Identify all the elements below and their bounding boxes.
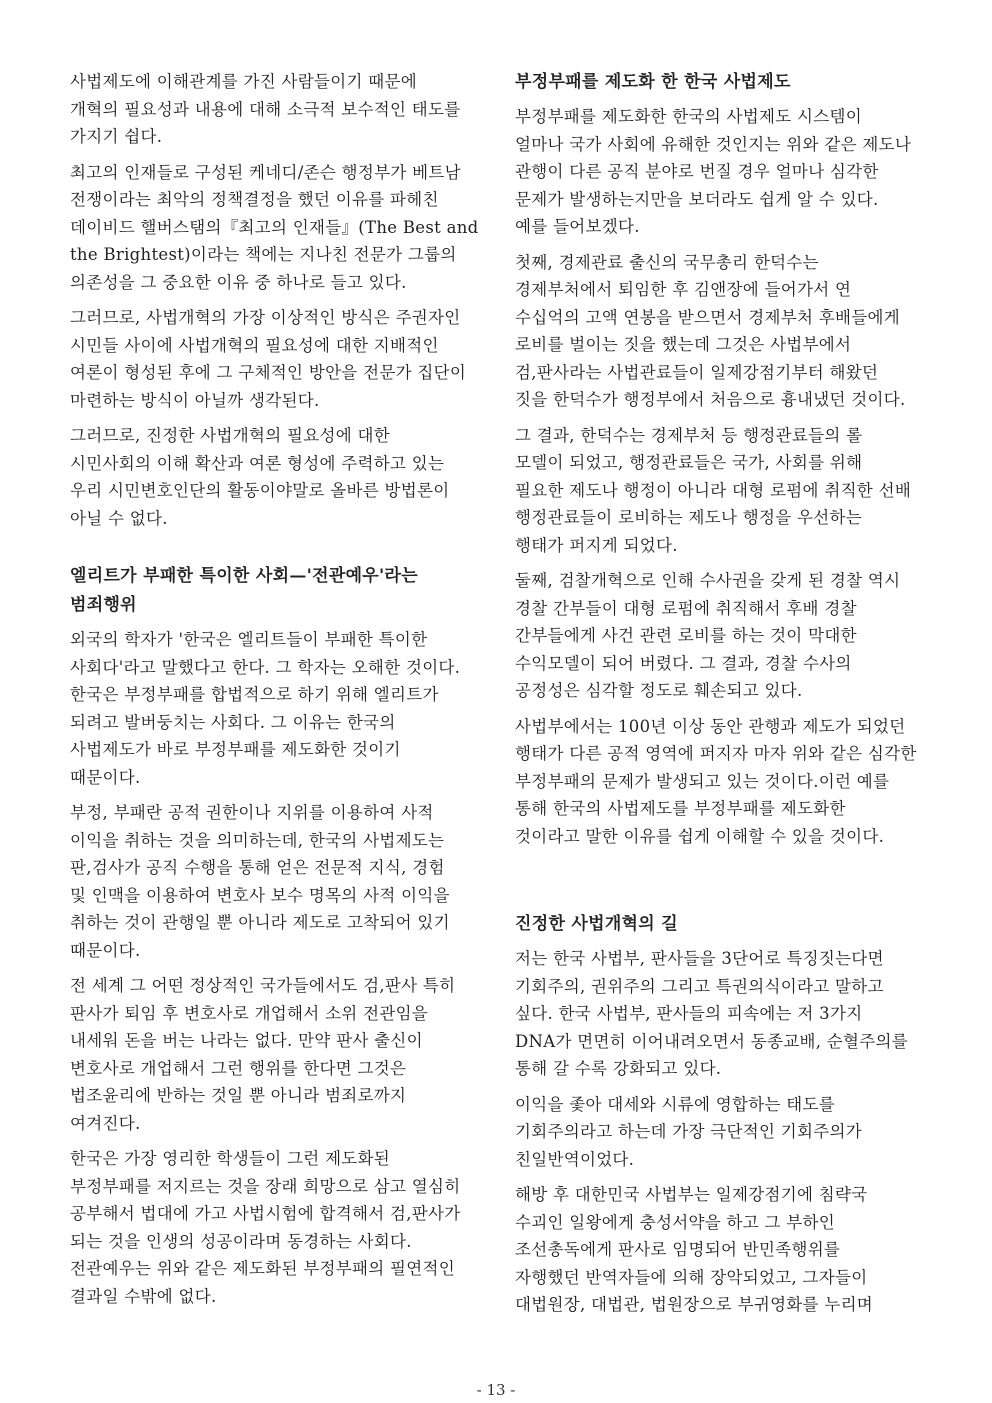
text-line: 사법제도에 이해관계를 가진 사람들이기 때문에 (70, 72, 417, 91)
text-line: 시민들 사이에 사법개혁의 필요성에 대한 지배적인 (70, 335, 439, 355)
text-line: 로비를 벌이는 짓을 했는데 그것은 사법부에서 (515, 335, 852, 354)
text-line: 싶다. 한국 사법부, 판사들의 피속에는 저 3가지 (515, 1004, 863, 1023)
text-line: 판,검사가 공직 수행을 통해 얻은 전문적 지식, 경험 (70, 858, 445, 877)
text-line: 데이비드 핼버스탬의『최고의 인재들』(The Best and (70, 217, 479, 237)
text-line: 되는 것을 인생의 성공이라며 동경하는 사회다. (70, 1231, 412, 1251)
text-line: 예를 들어보겠다. (515, 217, 640, 236)
paragraph (515, 1181, 925, 1319)
paragraph (70, 799, 480, 964)
text-line: 가지기 쉽다. (70, 127, 163, 146)
text-line: 이익을 좇아 대세와 시류에 영합하는 태도를 (515, 1094, 836, 1114)
right-column (515, 68, 925, 1319)
text-line: 둘째, 검찰개혁으로 인해 수사권을 갖게 된 경찰 역시 (515, 571, 901, 590)
text-line: 취하는 것이 관행일 뿐 아니라 제도로 고착되어 있기 (70, 913, 450, 932)
text-line: 그러므로, 진정한 사법개혁의 필요성에 대한 (70, 426, 391, 445)
text-line: 행태가 퍼지게 되었다. (515, 535, 678, 555)
paragraph (515, 1091, 925, 1174)
page-number: - 13 - (476, 1381, 516, 1399)
text-line: 아닐 수 없다. (70, 508, 168, 528)
text-line: 간부들에게 사건 관련 로비를 하는 것이 막대한 (515, 626, 857, 645)
text-line: 때문이다. (70, 940, 141, 960)
text-line: 여론이 형성된 후에 그 구체적인 방안을 전문가 집단이 (70, 363, 467, 382)
paragraph (515, 713, 925, 851)
text-line: 변호사로 개업해서 그런 행위를 한다면 그것은 (70, 1058, 407, 1078)
text-line: 대법원장, 대법관, 법원장으로 부귀영화를 누리며 (515, 1295, 874, 1314)
text-line: 모델이 되었고, 행정관료들은 국가, 사회를 위해 (515, 453, 863, 472)
text-line: 그러므로, 사법개혁의 가장 이상적인 방식은 주권자인 (70, 308, 461, 327)
text-line: 경제부처에서 퇴임한 후 김앤장에 들어가서 연 (515, 280, 852, 299)
text-line: 한국은 부정부패를 합법적으로 하기 위해 엘리트가 (70, 685, 439, 704)
left-column (70, 68, 480, 1310)
paragraph (515, 567, 925, 705)
text-line: 친일반역이었다. (515, 1149, 635, 1169)
text-line: 법조윤리에 반하는 것일 뿐 아니라 범죄로까지 (70, 1086, 407, 1105)
section-heading (70, 562, 480, 620)
heading-line: 진정한 사법개혁의 길 (515, 914, 678, 934)
paragraph (515, 103, 925, 241)
text-line: 관행이 다른 공직 분야로 번질 경우 얼마나 심각한 (515, 162, 879, 181)
text-line: 되려고 발버둥치는 사회다. 그 이유는 한국의 (70, 712, 396, 732)
text-line: 및 인맥을 이용하여 변호사 보수 명목의 사적 이익을 (70, 885, 450, 905)
text-line: 외국의 학자가 '한국은 엘리트들이 부패한 특이한 (70, 630, 428, 649)
text-line: 전 세계 그 어떤 정상적인 국가들에서도 검,판사 특히 (70, 976, 456, 995)
text-line: 공부해서 법대에 가고 사법시험에 합격해서 검,판사가 (70, 1204, 461, 1223)
text-line: 결과일 수밖에 없다. (70, 1286, 217, 1306)
text-line: 수십억의 고액 연봉을 받으면서 경제부처 후배들에게 (515, 307, 900, 327)
text-line: 자행했던 반역자들에 의해 장악되었고, 그자들이 (515, 1267, 868, 1287)
text-line: 최고의 인재들로 구성된 케네디/존슨 행정부가 베트남 (70, 162, 461, 182)
paragraph (515, 249, 925, 414)
text-line: 때문이다. (70, 767, 141, 787)
text-line: 판사가 퇴임 후 변호사로 개업해서 소위 전관임을 (70, 1003, 429, 1023)
section-heading (515, 910, 925, 939)
heading-line: 엘리트가 부패한 특이한 사회—'전관예우'라는 (70, 566, 418, 586)
text-line: 사법부에서는 100년 이상 동안 관행과 제도가 되었던 (515, 716, 906, 736)
text-line: 첫째, 경제관료 출신의 국무총리 한덕수는 (515, 252, 819, 272)
heading-line: 부정부패를 제도화 한 한국 사법제도 (515, 72, 791, 92)
text-line: 전쟁이라는 최악의 정책결정을 했던 이유를 파헤친 (70, 190, 439, 209)
text-line: 사회다'라고 말했다고 한다. 그 학자는 오해한 것이다. (70, 657, 461, 677)
text-line: 짓을 한덕수가 행정부에서 처음으로 흉내냈던 것이다. (515, 390, 906, 409)
paragraph (70, 422, 480, 532)
text-line: 이익을 취하는 것을 의미하는데, 한국의 사법제도는 (70, 830, 445, 850)
text-line: the Brightest)이라는 책에는 지나친 전문가 그룹의 (70, 245, 457, 264)
section-heading (515, 68, 925, 97)
text-line: 사법제도가 바로 부정부패를 제도화한 것이기 (70, 740, 401, 759)
text-line: 개혁의 필요성과 내용에 대해 소극적 보수적인 태도를 (70, 99, 461, 119)
text-line: 저는 한국 사법부, 판사들을 3단어로 특징짓는다면 (515, 949, 884, 968)
text-line: 부정부패를 제도화한 한국의 사법제도 시스템이 (515, 107, 862, 126)
text-line: 부정부패의 문제가 발생되고 있는 것이다.이런 예를 (515, 771, 890, 791)
text-line: 것이라고 말한 이유를 쉽게 이해할 수 있을 것이다. (515, 826, 885, 846)
text-line: 한국은 가장 영리한 학생들이 그런 제도화된 (70, 1149, 391, 1168)
text-line: 기회주의, 권위주의 그리고 특권의식이라고 말하고 (515, 976, 884, 996)
text-line: 조선총독에게 판사로 임명되어 반민족행위를 (515, 1240, 841, 1259)
text-line: 우리 시민변호인단의 활동이야말로 올바른 방법론이 (70, 481, 450, 500)
text-line: DNA가 면면히 이어내려오면서 동종교배, 순혈주의를 (515, 1031, 908, 1051)
paragraph (515, 945, 925, 1083)
paragraph (70, 626, 480, 791)
text-line: 필요한 제도나 행정이 아니라 대형 로펌에 취직한 선배 (515, 480, 912, 500)
text-line: 시민사회의 이해 확산과 여론 형성에 주력하고 있는 (70, 453, 445, 473)
text-line: 부정, 부패란 공적 권한이나 지위를 이용하여 사적 (70, 803, 434, 822)
text-line: 문제가 발생하는지만을 보더라도 쉽게 알 수 있다. (515, 189, 879, 209)
text-line: 내세워 돈을 버는 나라는 없다. 만약 판사 출신이 (70, 1031, 423, 1050)
paragraph (70, 304, 480, 414)
text-line: 수익모델이 되어 버렸다. 그 결과, 경찰 수사의 (515, 653, 852, 673)
text-line: 행정관료들이 로비하는 제도나 행정을 우선하는 (515, 508, 862, 527)
paragraph (515, 422, 925, 560)
text-line: 통해 갈 수록 강화되고 있다. (515, 1059, 722, 1078)
paragraph (70, 1145, 480, 1310)
text-line: 공정성은 심각할 정도로 훼손되고 있다. (515, 681, 803, 700)
heading-line: 범죄행위 (70, 595, 137, 615)
text-line: 마련하는 방식이 아닐까 생각된다. (70, 390, 320, 410)
text-line: 여겨진다. (70, 1113, 141, 1133)
paragraph (70, 972, 480, 1137)
text-line: 행태가 다른 공적 영역에 퍼지자 마자 위와 같은 심각한 (515, 744, 917, 763)
text-line: 얼마나 국가 사회에 유해한 것인지는 위와 같은 제도나 (515, 134, 912, 154)
paragraph (70, 159, 480, 297)
text-line: 전관예우는 위와 같은 제도화된 부정부패의 필연적인 (70, 1259, 455, 1278)
paragraph (70, 68, 480, 151)
text-line: 통해 한국의 사법제도를 부정부패를 제도화한 (515, 799, 846, 818)
text-line: 기회주의라고 하는데 가장 극단적인 기회주의가 (515, 1122, 862, 1141)
text-line: 경찰 간부들이 대형 로펌에 취직해서 후배 경찰 (515, 598, 857, 618)
text-line: 검,판사라는 사법관료들이 일제강점기부터 해왔던 (515, 362, 879, 382)
text-line: 부정부패를 저지르는 것을 장래 희망으로 삼고 열심히 (70, 1176, 461, 1196)
text-line: 의존성을 그 중요한 이유 중 하나로 들고 있다. (70, 272, 407, 292)
text-line: 수괴인 일왕에게 충성서약을 하고 그 부하인 (515, 1212, 836, 1232)
text-line: 해방 후 대한민국 사법부는 일제강점기에 침략국 (515, 1185, 868, 1204)
text-line: 그 결과, 한덕수는 경제부처 등 행정관료들의 롤 (515, 425, 863, 445)
